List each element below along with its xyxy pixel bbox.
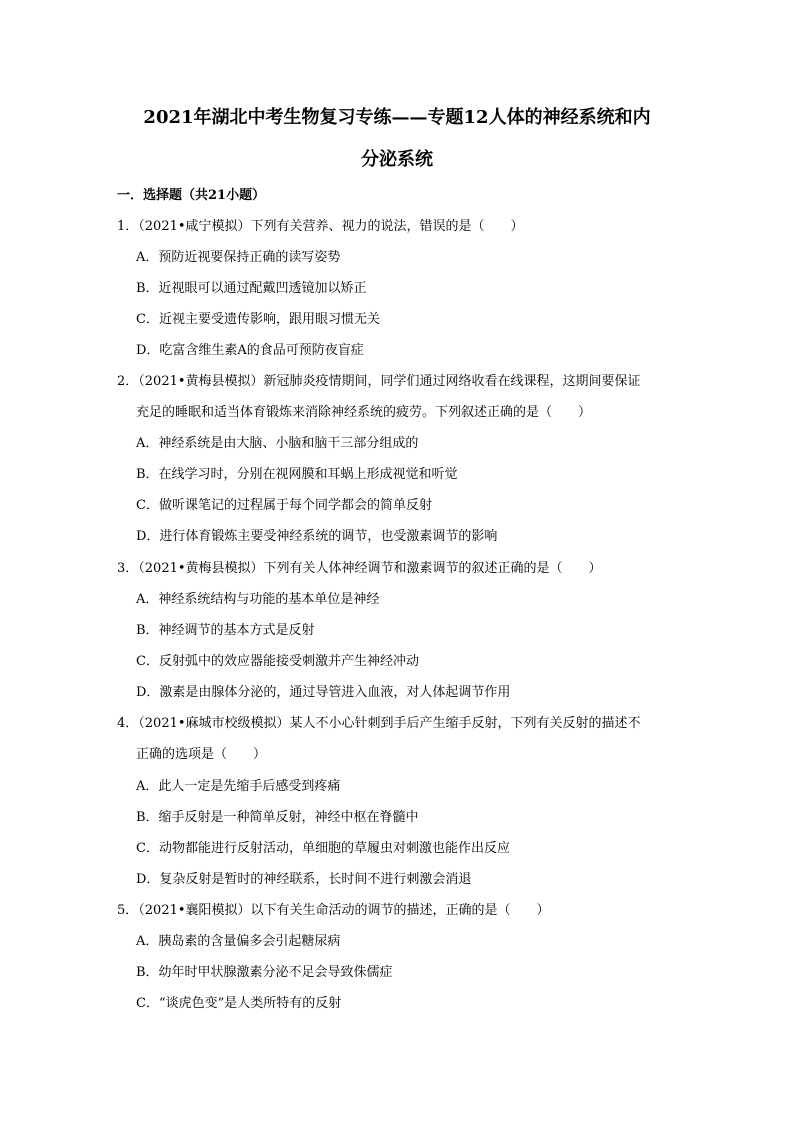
document-title-line-2: 分泌系统 xyxy=(361,149,433,170)
question-2-option-d: D．进行体育锻炼主要受神经系统的调节，也受激素调节的影响 xyxy=(136,529,498,544)
question-3-option-a: A．神经系统结构与功能的基本单位是神经 xyxy=(136,592,380,607)
question-1-option-d: D．吃富含维生素A的食品可预防夜盲症 xyxy=(136,343,364,358)
question-2-option-a: A．神经系统是由大脑、小脑和脑干三部分组成的 xyxy=(136,436,419,451)
question-3-stem: 3．（2021•黄梅县模拟）下列有关人体神经调节和激素调节的叙述正确的是（ ） xyxy=(117,561,602,576)
question-1-option-a: A．预防近视要保持正确的读写姿势 xyxy=(136,250,341,265)
question-2-stem-line-1: 2．（2021•黄梅县模拟）新冠肺炎疫情期间，同学们通过网络收看在线课程，这期间要保证 xyxy=(117,374,641,389)
question-5-stem: 5．（2021•襄阳模拟）以下有关生命活动的调节的描述，正确的是（ ） xyxy=(117,903,550,918)
question-2-option-b: B．在线学习时，分别在视网膜和耳蜗上形成视觉和听觉 xyxy=(136,467,458,482)
question-4-option-a: A．此人一定是先缩手后感受到疼痛 xyxy=(136,779,341,794)
question-5-option-c: C．“谈虎色变”是人类所特有的反射 xyxy=(136,996,342,1011)
question-4-option-b: B．缩手反射是一种简单反射，神经中枢在脊髓中 xyxy=(136,810,419,825)
question-4-option-d: D．复杂反射是暂时的神经联系，长时间不进行刺激会消退 xyxy=(136,872,472,887)
question-4-stem-line-1: 4．（2021•麻城市校级模拟）某人不小心针刺到手后产生缩手反射，下列有关反射的描述不 xyxy=(117,716,641,731)
question-1-option-b: B．近视眼可以通过配戴凹透镜加以矫正 xyxy=(136,281,367,296)
section-heading: 一．选择题（共21小题） xyxy=(117,188,266,203)
question-2-stem-line-2: 充足的睡眠和适当体育锻炼来消除神经系统的疲劳。下列叙述正确的是（ ） xyxy=(136,405,592,420)
question-3-option-d: D．激素是由腺体分泌的，通过导管进入血液，对人体起调节作用 xyxy=(136,685,511,700)
question-3-option-c: C．反射弧中的效应器能接受刺激并产生神经冲动 xyxy=(136,654,419,669)
question-5-option-b: B．幼年时甲状腺激素分泌不足会导致侏儒症 xyxy=(136,965,393,980)
question-3-option-b: B．神经调节的基本方式是反射 xyxy=(136,623,315,638)
question-1-option-c: C．近视主要受遗传影响，跟用眼习惯无关 xyxy=(136,312,380,327)
question-4-stem-line-2: 正确的选项是（ ） xyxy=(136,747,267,762)
question-2-option-c: C．做听课笔记的过程属于每个同学都会的简单反射 xyxy=(136,498,432,513)
document-title-line-1: 2021年湖北中考生物复习专练——专题12人体的神经系统和内 xyxy=(143,107,651,128)
question-1-stem: 1．（2021•咸宁模拟）下列有关营养、视力的说法，错误的是（ ） xyxy=(117,219,524,234)
question-5-option-a: A．胰岛素的含量偏多会引起糖尿病 xyxy=(136,934,341,949)
question-4-option-c: C．动物都能进行反射活动，单细胞的草履虫对刺激也能作出反应 xyxy=(136,841,510,856)
